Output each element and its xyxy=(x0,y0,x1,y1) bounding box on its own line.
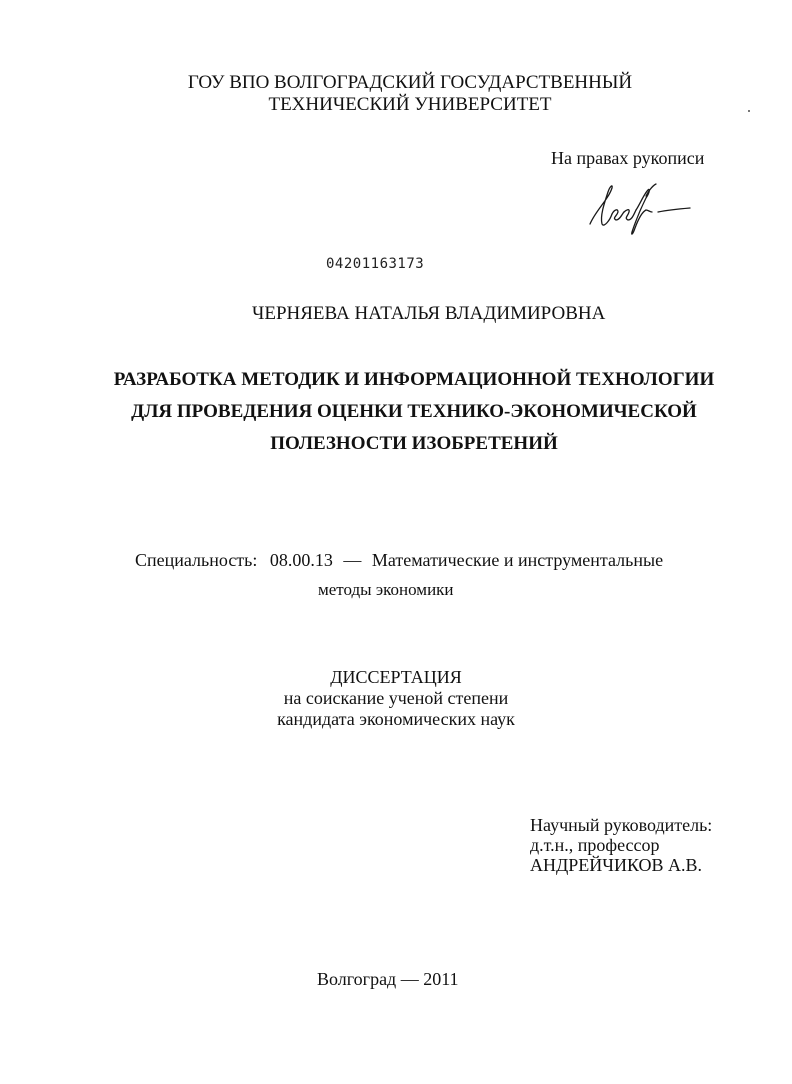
supervisor-degree: д.т.н., профессор xyxy=(530,835,660,855)
institution-header xyxy=(0,72,792,116)
dissertation-kind: ДИССЕРТАЦИЯ xyxy=(330,667,462,687)
dissertation-type xyxy=(0,667,792,730)
specialty-label: Специальность: xyxy=(135,550,258,570)
dissertation-degree-line-1: на соискание ученой степени xyxy=(283,688,509,708)
specialty-code: 08.00.13 xyxy=(269,550,333,570)
specialty-name-line-1: Математические и инструментальные xyxy=(371,550,664,570)
specialty xyxy=(135,550,663,571)
institution-line-1: ГОУ ВПО ВОЛГОГРАДСКИЙ ГОСУДАРСТВЕННЫЙ xyxy=(187,72,633,93)
specialty-dash: — xyxy=(343,550,362,570)
city-year: Волгоград — 2011 xyxy=(317,969,459,989)
title-line-1: РАЗРАБОТКА МЕТОДИК И ИНФОРМАЦИОННОЙ ТЕХНОЛОГИИ xyxy=(113,369,715,390)
author-name: ЧЕРНЯЕВА НАТАЛЬЯ ВЛАДИМИРОВНА xyxy=(252,303,606,324)
signature-icon xyxy=(586,180,696,240)
dissertation-title xyxy=(0,364,792,460)
supervisor-name: АНДРЕЙЧИКОВ А.В. xyxy=(530,855,703,875)
title-line-3: ПОЛЕЗНОСТИ ИЗОБРЕТЕНИЙ xyxy=(270,433,558,454)
scan-artifact xyxy=(748,110,750,112)
specialty-name-line-2: методы экономики xyxy=(318,580,454,599)
supervisor-block xyxy=(530,815,712,875)
rights-notice: На правах рукописи xyxy=(551,148,705,168)
title-line-2: ДЛЯ ПРОВЕДЕНИЯ ОЦЕНКИ ТЕХНИКО-ЭКОНОМИЧЕСКОЙ xyxy=(131,401,697,422)
dissertation-degree-line-2: кандидата экономических наук xyxy=(277,709,515,729)
document-code: 04201163173 xyxy=(326,256,425,272)
supervisor-label: Научный руководитель: xyxy=(530,815,713,835)
institution-line-2: ТЕХНИЧЕСКИЙ УНИВЕРСИТЕТ xyxy=(268,94,552,115)
